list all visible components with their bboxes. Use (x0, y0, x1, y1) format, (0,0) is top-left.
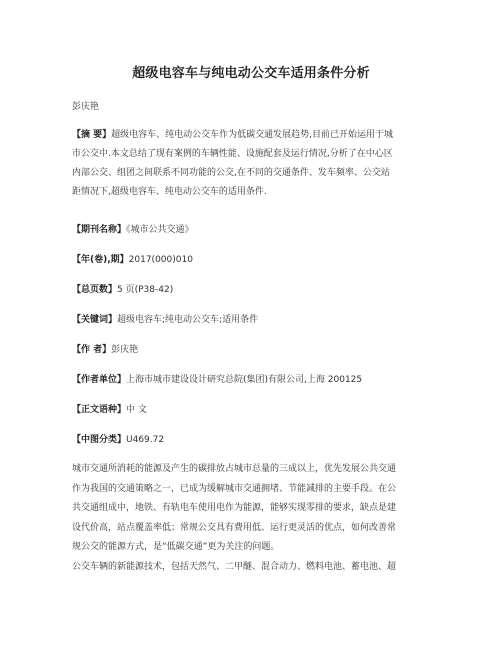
meta-author (72, 341, 434, 360)
abstract-text: 超级电容车、纯电动公交车作为低碳交通发展趋势,目前已开始运用于城 (111, 130, 394, 140)
meta-label: 【中图分类】 (72, 435, 127, 445)
meta-affiliation (72, 371, 434, 390)
meta-label: 【作 者】 (72, 345, 112, 355)
meta-label: 【期刊名称】 (72, 225, 127, 235)
abstract-block (72, 126, 434, 202)
body-line: 共交通组成中，地铁、有轨电车使用电作为能源，能够实现零排的要求，缺点是建 (72, 503, 397, 514)
meta-label: 【关键词】 (72, 315, 118, 325)
meta-value: 《城市公共交通》 (126, 225, 194, 235)
meta-language (72, 401, 434, 420)
abstract-line: 市公交中.本文总结了现有案例的车辆性能、设施配套及运行情况,分析了在中心区 (72, 149, 393, 159)
abstract-line (72, 126, 434, 145)
abstract-label: 【摘 要】 (72, 130, 112, 140)
body-line: 规公交的能源方式，是“低碳交通”更为关注的问题。 (72, 542, 280, 553)
body-line: 公交车辆的新能源技术，包括天然气、二甲醚、混合动力、燃料电池、蓄电池、超 (72, 562, 397, 572)
meta-value: 中 文 (126, 405, 147, 415)
abstract-line: 内部公交、组团之间联系不同功能的公交,在不同的交通条件、发车频率、公交站 (72, 168, 390, 178)
meta-volume-issue (72, 251, 434, 270)
meta-label: 【年(卷),期】 (72, 255, 129, 265)
meta-value: 上海市城市建设设计研究总院(集团)有限公司,上海 200125 (126, 375, 363, 385)
meta-value: 5 页(P38-42) (117, 285, 174, 295)
body-line: 作为我国的交通策略之一，已成为缓解城市交通拥堵、节能减排的主要手段。在公 (72, 483, 397, 494)
meta-value: 超级电容车;纯电动公交车;适用条件 (117, 315, 259, 325)
meta-value: 2017(000)010 (128, 255, 193, 265)
meta-label: 【正文语种】 (72, 405, 127, 415)
meta-keywords (72, 311, 434, 330)
body-paragraph-2 (72, 558, 434, 578)
author-name: 彭庆艳 (72, 102, 100, 112)
meta-value: 彭庆艳 (111, 345, 139, 355)
body-paragraph-1 (72, 460, 434, 558)
meta-value: U469.72 (126, 435, 165, 445)
body-line: 城市交通所消耗的能源及产生的碳排放占城市总量的三成以上，优先发展公共交通 (72, 464, 397, 474)
document-title: 超级电容车与纯电动公交车适用条件分析 (132, 66, 370, 81)
abstract-line: 距情况下,超级电容车、纯电动公交车的适用条件. (72, 187, 267, 197)
meta-pages (72, 281, 434, 300)
meta-label: 【总页数】 (72, 285, 118, 295)
meta-classification (72, 431, 434, 450)
meta-label: 【作者单位】 (72, 375, 127, 385)
meta-journal (72, 221, 434, 240)
body-line: 设代价高，站点覆盖率低；常规公交具有费用低、运行更灵活的优点，如何改善常 (72, 522, 397, 533)
